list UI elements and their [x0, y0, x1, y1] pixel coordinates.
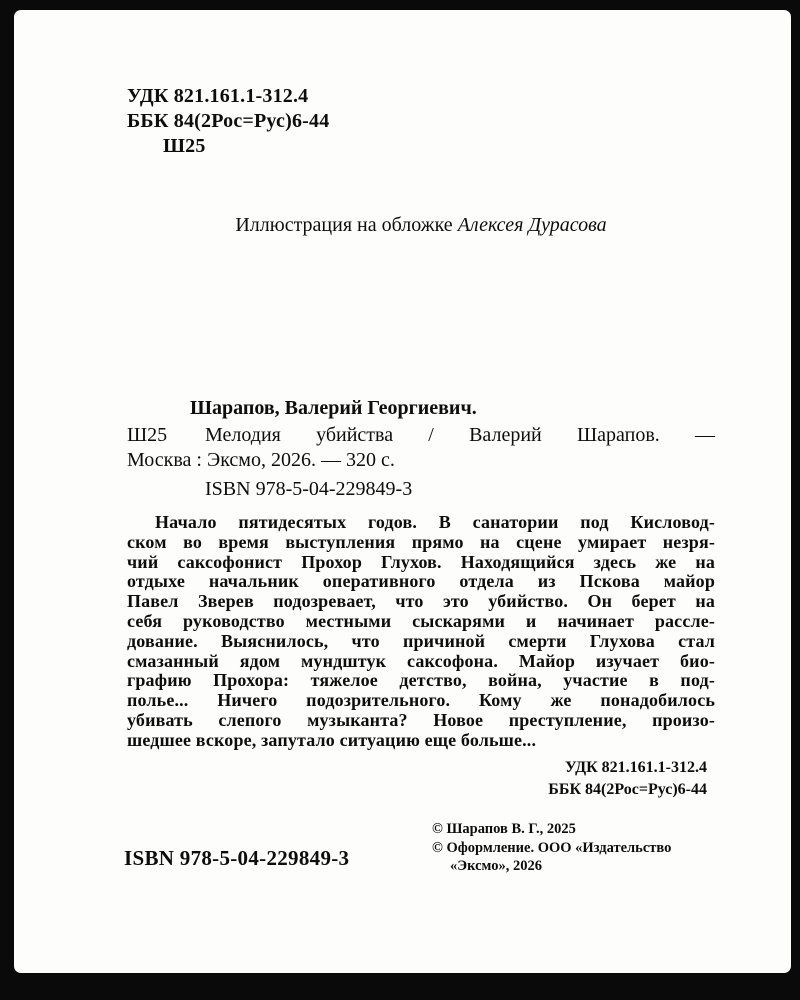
- annotation-line: ском во время выступления прямо на сцене умирает незря-: [127, 531, 715, 552]
- copyright-author: © Шарапов В. Г., 2025: [432, 821, 576, 837]
- annotation-line: Павел Зверев подозревает, что это убийство. Он берет на: [127, 591, 715, 612]
- right-bibliographic-codes: [127, 757, 707, 801]
- illustration-credit: [127, 214, 715, 237]
- bbk-code-right: ББК 84(2Рос=Рус)6-44: [548, 781, 707, 798]
- illustration-artist-name: Алексея Дурасова: [457, 214, 607, 236]
- catalog-entry-line-2: Москва : Эксмо, 2026. — 320 с.: [127, 449, 395, 471]
- catalog-entry-title: Мелодия убийства / Валерий Шарапов. —: [205, 424, 715, 446]
- annotation-line: Начало пятидесятых годов. В санатории под Кисловод-: [155, 512, 715, 532]
- catalog-author-heading: Шарапов, Валерий Георгиевич.: [190, 397, 477, 419]
- annotation-line: смазанный ядом мундштук саксофона. Майор изучает био-: [127, 650, 715, 671]
- catalog-entry-line-1: [127, 423, 715, 448]
- udk-code-right: УДК 821.161.1-312.4: [564, 759, 707, 776]
- catalog-author-sign: Ш25: [127, 424, 168, 446]
- copyright-block: [432, 820, 671, 876]
- catalog-isbn: ISBN 978-5-04-229849-3: [205, 478, 413, 500]
- annotation-paragraph: [127, 513, 715, 751]
- annotation-line: себя руководство местными сыскарями и начинает рассле-: [127, 610, 715, 631]
- footer-isbn: ISBN 978-5-04-229849-3: [124, 846, 350, 870]
- annotation-line: шедшее вскоре, запутало ситуацию еще больше...: [127, 729, 537, 750]
- catalog-entry: [127, 423, 715, 473]
- copyright-publisher-continued: «Эксмо», 2026: [450, 858, 542, 874]
- illustration-credit-prefix: Иллюстрация на обложке: [235, 214, 458, 236]
- author-sign: Ш25: [163, 135, 206, 157]
- annotation-line: убивать слепого музыканта? Новое преступление, произо-: [127, 709, 715, 730]
- annotation-line: чий саксофонист Прохор Глухов. Находящийся здесь же на: [127, 551, 715, 572]
- annotation-line: отдыхе начальник оперативного отдела из Пскова майор: [127, 571, 715, 592]
- top-bibliographic-codes: [127, 84, 329, 159]
- copyright-publisher: © Оформление. ООО «Издательство: [432, 839, 672, 856]
- bbk-code: ББК 84(2Рос=Рус)6-44: [127, 110, 330, 132]
- annotation-line: дование. Выяснилось, что причиной смерти Глухова стал: [127, 630, 715, 651]
- annotation-line: полье... Ничего подозрительного. Кому же понадобилось: [127, 690, 715, 711]
- annotation-line: графию Прохора: тяжелое детство, война, участие в под-: [127, 670, 715, 691]
- udk-code: УДК 821.161.1-312.4: [127, 85, 309, 107]
